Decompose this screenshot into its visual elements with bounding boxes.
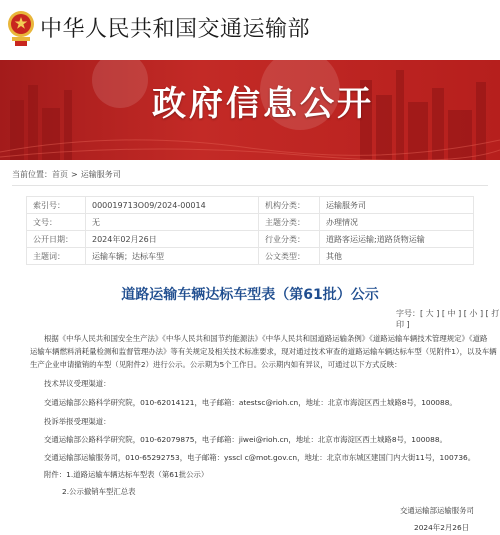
signature-date: 2024年2月26日 <box>414 523 470 532</box>
doc-type-value: 其他 <box>320 248 474 265</box>
print-button[interactable]: [ 打印 ] <box>396 309 500 329</box>
publish-date-label: 公开日期： <box>27 231 86 248</box>
table-row <box>27 197 474 214</box>
font-size-label: 字号： <box>396 309 420 318</box>
table-row <box>27 214 474 231</box>
topic-category-value: 办理情况 <box>320 214 474 231</box>
body-text: 运输车辆燃料消耗量检测和监督管理办法》等有关规定及相关技术标准要求，现对通过技术审查的道路运输车辆达标车型（见附件1），以及车辆 <box>30 347 497 356</box>
org-category-value: 运输服务司 <box>320 197 474 214</box>
font-medium-button[interactable]: [ 中 ] <box>441 309 462 318</box>
body-text: 交通运输部运输服务司，010-65292753，电子邮箱：ysscl c@mot.gov.cn，地址：北京市东城区建国门内大街11号，100736。 <box>44 453 476 462</box>
breadcrumb-home-link[interactable]: 首页 <box>52 170 68 179</box>
industry-category-value: 道路客运运输;道路货物运输 <box>320 231 474 248</box>
breadcrumb <box>12 169 121 180</box>
body-text: 根据《中华人民共和国安全生产法》《中华人民共和国节约能源法》《中华人民共和国道路运输条例》《道路运输车辆技术管理规定》《道路 <box>44 334 488 343</box>
table-row <box>27 248 474 265</box>
index-label: 索引号： <box>27 197 86 214</box>
keywords-label: 主题词： <box>27 248 86 265</box>
publish-date-value: 2024年02月26日 <box>86 231 259 248</box>
doc-number-value: 无 <box>86 214 259 231</box>
breadcrumb-separator: > <box>71 170 78 179</box>
site-header <box>0 0 500 60</box>
font-large-button[interactable]: [ 大 ] <box>420 309 440 318</box>
section-heading: 投诉举报受理渠道： <box>44 417 111 426</box>
doc-type-label: 公文类型： <box>259 248 320 265</box>
site-name[interactable]: 中华人民共和国交通运输部 <box>40 16 311 41</box>
body-text: 交通运输部公路科学研究院，010-62014121，电子邮箱：atestsc@rioh.cn，地址：北京市海淀区西土城路8号，100088。 <box>44 398 457 407</box>
font-size-control <box>396 308 500 330</box>
body-text: 生产企业申请撤销的车型（见附件2）进行公示。公示期为5个工作日。公示期内如有异议，可通过以下方式反映： <box>30 360 402 369</box>
banner-title: 政府信息公开 <box>152 84 374 124</box>
breadcrumb-prefix: 当前位置： <box>12 170 52 179</box>
document-meta-table <box>26 196 474 265</box>
breadcrumb-section-link[interactable]: 运输服务司 <box>80 170 121 179</box>
signature-org: 交通运输部运输服务司 <box>400 506 474 515</box>
article-title: 道路运输车辆达标车型表（第61批）公示 <box>121 287 379 303</box>
keywords-value: 运输车辆；达标车型 <box>86 248 259 265</box>
table-row <box>27 231 474 248</box>
font-small-button[interactable]: [ 小 ] <box>463 309 484 318</box>
topic-category-label: 主题分类： <box>259 214 320 231</box>
attachment-link[interactable]: 2.公示撤销车型汇总表 <box>62 487 136 496</box>
national-emblem-icon <box>6 8 36 48</box>
attachment-link[interactable]: 附件：1.道路运输车辆达标车型表（第61批公示） <box>44 470 209 479</box>
index-value: 000019713O09/2024-00014 <box>86 197 259 214</box>
industry-category-label: 行业分类： <box>259 231 320 248</box>
body-text: 交通运输部公路科学研究院，010-62079875，电子邮箱：jiwei@rioh.cn，地址：北京市海淀区西土城路8号，100088。 <box>44 435 447 444</box>
doc-number-label: 文号： <box>27 214 86 231</box>
org-category-label: 机构分类： <box>259 197 320 214</box>
section-heading: 技术异议受理渠道： <box>44 379 111 388</box>
divider <box>12 185 488 186</box>
